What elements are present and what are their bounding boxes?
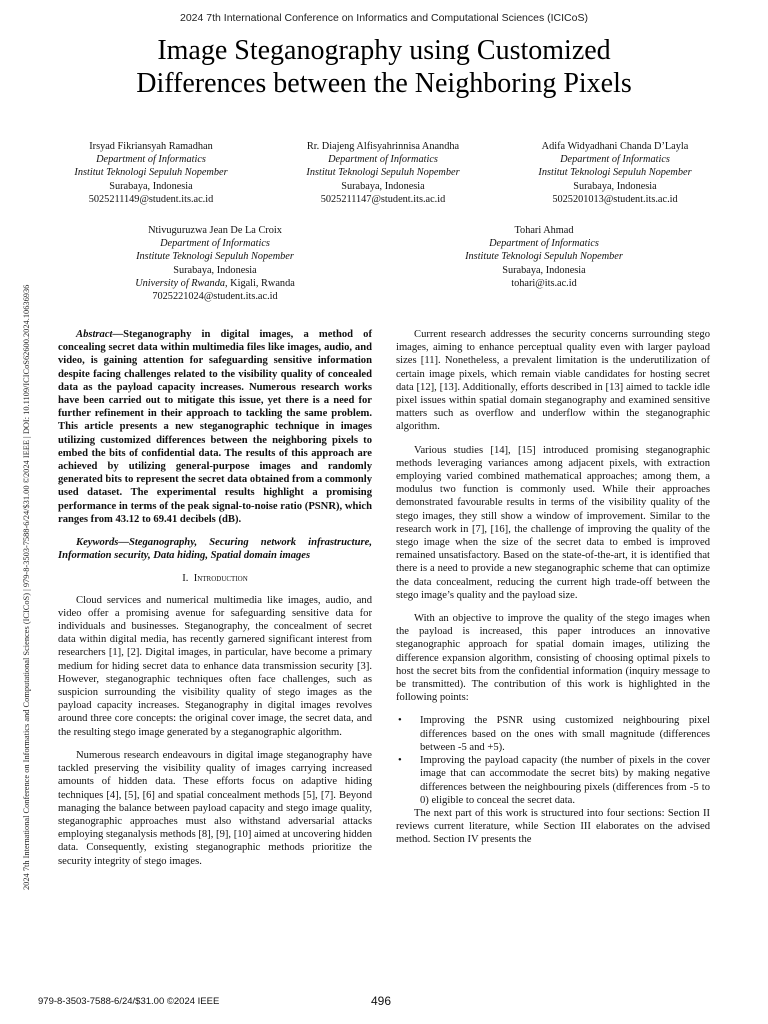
contribution-list: [396, 714, 710, 806]
author-city: Surabaya, Indonesia: [341, 180, 425, 192]
author-univ: University of Rwanda: [135, 277, 226, 289]
list-item-text: Improving the payload capacity (the number of pixels in the cover image that can accommodate the secret bits) by making negative differences between the neighbouring pixels (differences from -5 to 0) eligible to conceal the secret data.: [420, 755, 710, 806]
author-dept: Department of Informatics: [328, 154, 438, 166]
side-doi-text: 2024 7th International Conference on Informatics and Computational Sciences (ICICoS) | 979-8-3503-7588-6/24/$31.00 ©2024 IEEE | DOI: 10.1109/ICICoS62600.2024.10636936: [22, 284, 31, 890]
author-dept: Department of Informatics: [96, 154, 206, 166]
title-line-1: Image Steganography using Customized: [157, 35, 611, 66]
footer-copyright: 979-8-3503-7588-6/24/$31.00 ©2024 IEEE: [38, 996, 220, 1007]
author-email: tohari@its.ac.id: [511, 277, 577, 289]
keywords: [58, 536, 372, 562]
side-doi-strip: [14, 160, 30, 890]
author-inst: Institute Teknologi Sepuluh Nopember: [465, 251, 623, 263]
right-column: [396, 328, 710, 857]
author-city: Surabaya, Indonesia: [173, 264, 257, 276]
paragraph: Various studies [14], [15] introduced promising steganographic methods leveraging variances among adjacent pixels, with extraction employing varied combined mathematical approaches; among them, a modulus two function is commonly used. While their approaches demonstrated favourable results in terms of the visibility quality of the stego images, they still show a window of improvement. Similar to the research work in [7], [16], the challenge of improving the quality of the stego image when the size of the secret data to embed is improved remained unsatisfactory. Based on the state-of-the-art, it is identified that there is a need to provide a new steganographic scheme that can optimize the data concealment, reducing the current high trade-off between the stego image’s quality and the payload size.: [396, 444, 710, 601]
keywords-label: Keywords: [76, 537, 119, 549]
author-inst: Institut Teknologi Sepuluh Nopember: [306, 167, 460, 179]
paragraph: Cloud services and numerical multimedia like images, audio, and video offer a promising avenue for safeguarding sensitive data for individuals and businesses. Steganography, the concealment of secret data within digital media, has recently garnered significant interest from researchers [1], [2]. Digital images, in particular, have become a primary medium for hiding secret data to enhance data transmission security [3]. However, steganographic techniques often face challenges, such as suspicion surrounding the visibility quality of stego images as the payload capacity increases. Steganography in digital images revolves around three core concepts: the original cover image, the secret data, and the resulting stego image generated by a steganographic algorithm.: [58, 594, 372, 738]
author-block-5: [429, 224, 659, 290]
author-dept: Department of Informatics: [160, 238, 270, 250]
title-line-2: Differences between the Neighboring Pixels: [136, 68, 632, 99]
author-name: Tohari Ahmad: [514, 225, 574, 236]
author-name: Rr. Diajeng Alfisyahrinnisa Anandha: [306, 141, 460, 152]
author-inst: Institut Teknologi Sepuluh Nopember: [74, 167, 228, 179]
section-heading: [58, 572, 372, 585]
paragraph: With an objective to improve the quality of the stego images when the payload is increased, this paper introduces an innovative steganographic approach for spatial domain images, utilizing the difference expansion algorithm, consisting of choosing optimal pixels to host the secret bits from the confidential information (inquiry message to be transmitted). The contribution of this work is highlighted in the following points:: [396, 613, 710, 704]
author-block-2: [268, 140, 498, 206]
author-dept: Department of Informatics: [489, 238, 599, 250]
author-dept: Department of Informatics: [560, 154, 670, 166]
keywords-text: —Steganography, Securing network infrastructure, Information security, Data hiding, Spatial domain images: [58, 537, 372, 562]
left-column: [58, 328, 372, 878]
author-city: Surabaya, Indonesia: [502, 264, 586, 276]
list-item: [396, 714, 710, 754]
author-email: 5025211147@student.its.ac.id: [320, 193, 446, 205]
author-name: Irsyad Fikriansyah Ramadhan: [89, 141, 213, 152]
author-univ-line: [100, 277, 330, 290]
author-email: 7025221024@student.its.ac.id: [152, 291, 278, 303]
author-inst: Institut Teknologi Sepuluh Nopember: [538, 167, 692, 179]
conference-header: 2024 7th International Conference on Informatics and Computational Sciences (ICICoS): [180, 12, 588, 24]
author-block-3: [500, 140, 730, 206]
author-city: Surabaya, Indonesia: [109, 180, 193, 192]
list-item: [396, 754, 710, 807]
section-number: I.: [182, 573, 189, 585]
abstract: [58, 328, 372, 526]
page-number: 496: [371, 994, 392, 1008]
bullet-icon: •: [398, 755, 402, 767]
author-name: Ntivuguruzwa Jean De La Croix: [148, 225, 282, 236]
abstract-label: Abstract: [76, 329, 113, 340]
paragraph: Current research addresses the security concerns surrounding stego images, aiming to enhance perceptual quality even with larger payload sizes [11]. Nonetheless, a prevalent limitation is the underutilization of certain image pixels, which remain viable candidates for hosting secret data [12], [13]. Additionally, efforts described in [13] aimed to tackle idle pixel issues within spatial domain steganography and examined sensitive matters such as overflow and underflow within the steganographic algorithm.: [396, 329, 710, 433]
author-name: Adifa Widyadhani Chanda D’Layla: [541, 141, 689, 152]
author-email: 5025201013@student.its.ac.id: [552, 193, 678, 205]
list-item-text: Improving the PSNR using customized neighbouring pixel differences based on the ones with small magnitude (differences between -5 and +5).: [420, 715, 710, 753]
author-univ-location: , Kigali, Rwanda: [225, 277, 295, 289]
section-title: Introduction: [193, 573, 248, 585]
author-inst: Institute Teknologi Sepuluh Nopember: [136, 251, 294, 263]
bullet-icon: •: [398, 715, 402, 727]
author-block-4: [100, 224, 330, 303]
paper-title: [60, 34, 708, 100]
abstract-text: —Steganography in digital images, a method of concealing secret data within multimedia files like images, audio, and video, is gaining attention for safeguarding sensitive information despite facing challenges related to the visibility quality of concealed data as the payload capacity increases. Numerous research works have been carried out to mitigate this issue, yet there is a need for further refinement in their approach to tackling the same problem. This article presents a new steganographic technique in images utilizing customized differences between the neighboring pixels to embed the bits of confidential data. The results of this approach are achieved by utilizing general-purpose images and randomly generated bits to represent the secret data obtained from a commonly used dataset. The experimental results highlight a promising performance in terms of the peak signal-to-noise ratio (PSNR), which ranges from 43.12 to 69.41 decibels (dB).: [58, 329, 372, 525]
author-email: 5025211149@student.its.ac.id: [88, 193, 214, 205]
paragraph: The next part of this work is structured into four sections: Section II reviews current literature, while Section III elaborates on the advised method. Section IV presents the: [396, 807, 710, 846]
author-block-1: [36, 140, 266, 206]
author-city: Surabaya, Indonesia: [573, 180, 657, 192]
paragraph: Numerous research endeavours in digital image steganography have tackled preserving the visibility quality of images carrying increased amounts of hidden data. These efforts focus on adaptive hiding techniques [4], [5], [6] and spatial concealment methods [5], [7]. Beyond managing the balance between payload capacity and stego image quality, steganographic approaches must also withstand adversarial attacks employing steganalysis methods [8], [9], [10] aimed at uncovering hidden data. Consequently, existing steganographic methods prioritize the security integrity of stego images.: [58, 749, 372, 867]
